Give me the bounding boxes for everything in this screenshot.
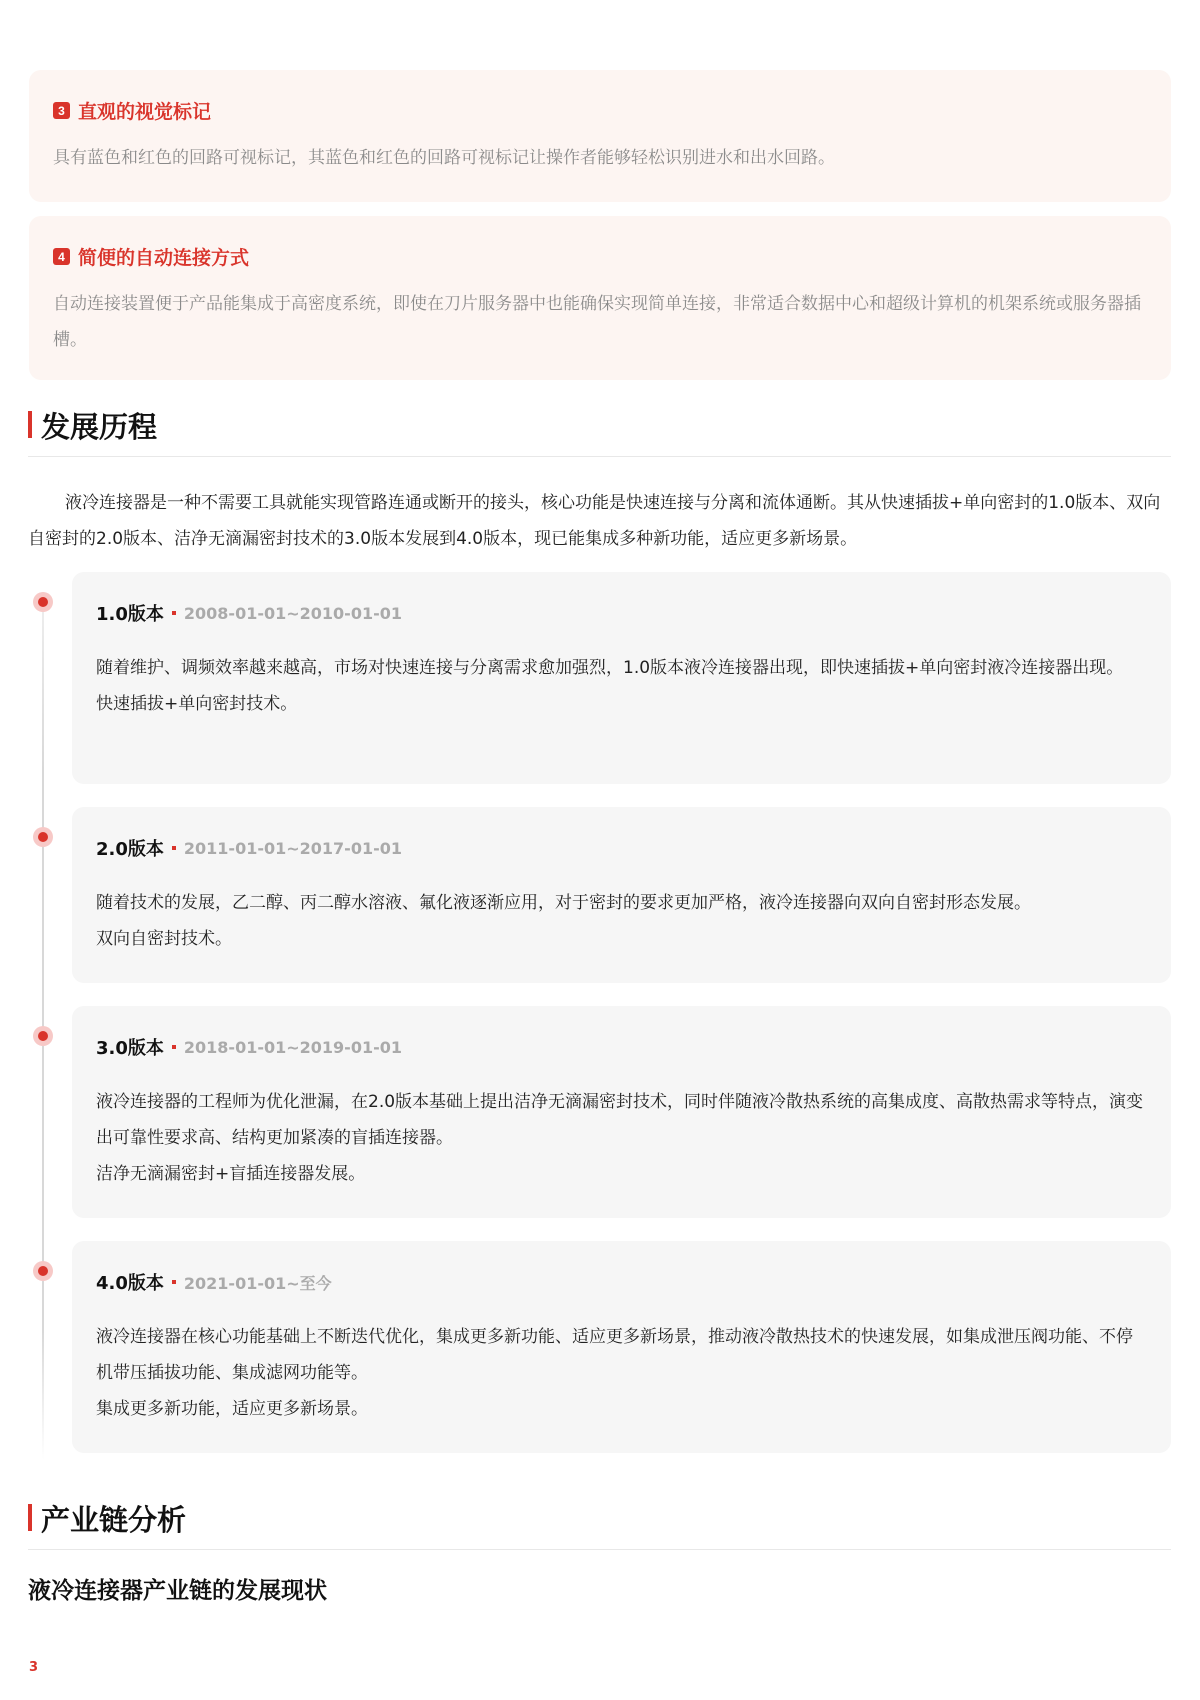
timeline-card: [72, 572, 1171, 784]
feature-card: [29, 216, 1171, 380]
timeline-dot: [33, 1026, 53, 1046]
version-summary: 双向自密封技术。: [96, 929, 232, 949]
subsection-title: 液冷连接器产业链的发展现状: [28, 1578, 327, 1604]
date-range: 2008-01-01~2010-01-01: [183, 603, 402, 623]
section-accent-bar: [28, 1504, 32, 1531]
separator-dot: [172, 611, 176, 615]
date-range: 2018-01-01~2019-01-01: [183, 1037, 402, 1057]
timeline-card-header: [96, 833, 1147, 863]
date-range: 2021-01-01~至今: [183, 1273, 332, 1293]
version-summary: 洁净无滴漏密封+盲插连接器发展。: [96, 1164, 366, 1184]
section-accent-bar: [28, 411, 32, 438]
history-intro: 液冷连接器是一种不需要工具就能实现管路连通或断开的接头，核心功能是快速连接与分离和流体通断。其从快速插拔+单向密封的1.0版本、双向自密封的2.0版本、洁净无滴漏密封技术的3.0版本发展到4.0版本，现已能集成多种新功能，适应更多新场景。: [28, 493, 1161, 549]
section-title: 产业链分析: [41, 1503, 187, 1537]
timeline-card: [72, 1241, 1171, 1453]
timeline-card-header: [96, 1032, 1147, 1062]
separator-dot: [172, 846, 176, 850]
separator-dot: [172, 1280, 176, 1284]
feature-title: [53, 243, 1147, 270]
version-label: 1.0版本: [96, 604, 164, 625]
separator-dot: [172, 1045, 176, 1049]
section-header-industry: [28, 1498, 1171, 1550]
timeline-card: [72, 807, 1171, 983]
version-label: 4.0版本: [96, 1273, 164, 1294]
page-number: 3: [29, 1660, 39, 1675]
feature-card: [29, 70, 1171, 202]
feature-title: [53, 97, 1147, 124]
version-description: 随着维护、调频效率越来越高，市场对快速连接与分离需求愈加强烈，1.0版本液冷连接器出现，即快速插拔+单向密封液冷连接器出现。: [96, 658, 1124, 678]
version-label: 3.0版本: [96, 1038, 164, 1059]
timeline-card-body: [96, 885, 1147, 957]
feature-title-text: 直观的视觉标记: [78, 101, 212, 123]
feature-description: 自动连接装置便于产品能集成于高密度系统，即使在刀片服务器中也能确保实现简单连接，非常适合数据中心和超级计算机的机架系统或服务器插槽。: [53, 294, 1141, 350]
section-header-history: [28, 405, 1171, 457]
timeline-card-body: [96, 650, 1147, 722]
feature-description: 具有蓝色和红色的回路可视标记，其蓝色和红色的回路可视标记让操作者能够轻松识别进水和出水回路。: [53, 148, 835, 168]
version-description: 随着技术的发展，乙二醇、丙二醇水溶液、氟化液逐渐应用，对于密封的要求更加严格，液冷连接器向双向自密封形态发展。: [96, 893, 1031, 913]
timeline-card-header: [96, 1267, 1147, 1297]
version-description: 液冷连接器的工程师为优化泄漏，在2.0版本基础上提出洁净无滴漏密封技术，同时伴随液冷散热系统的高集成度、高散热需求等特点，演变出可靠性要求高、结构更加紧凑的盲插连接器。: [96, 1092, 1144, 1148]
version-summary: 集成更多新功能，适应更多新场景。: [96, 1399, 368, 1419]
feature-number-badge: 4: [53, 248, 70, 265]
timeline-dot: [33, 827, 53, 847]
timeline-dot: [33, 592, 53, 612]
section-title: 发展历程: [41, 410, 158, 444]
timeline-card: [72, 1006, 1171, 1218]
date-range: 2011-01-01~2017-01-01: [183, 838, 402, 858]
feature-number-badge: 3: [53, 102, 70, 119]
timeline-card-body: [96, 1084, 1147, 1192]
feature-title-text: 简便的自动连接方式: [78, 247, 250, 269]
version-description: 液冷连接器在核心功能基础上不断迭代优化，集成更多新功能、适应更多新场景，推动液冷散热技术的快速发展，如集成泄压阀功能、不停机带压插拔功能、集成滤网功能等。: [96, 1327, 1133, 1383]
timeline-dot: [33, 1261, 53, 1281]
version-label: 2.0版本: [96, 839, 164, 860]
version-summary: 快速插拔+单向密封技术。: [96, 694, 298, 714]
timeline-card-body: [96, 1319, 1147, 1427]
timeline-card-header: [96, 598, 1147, 628]
